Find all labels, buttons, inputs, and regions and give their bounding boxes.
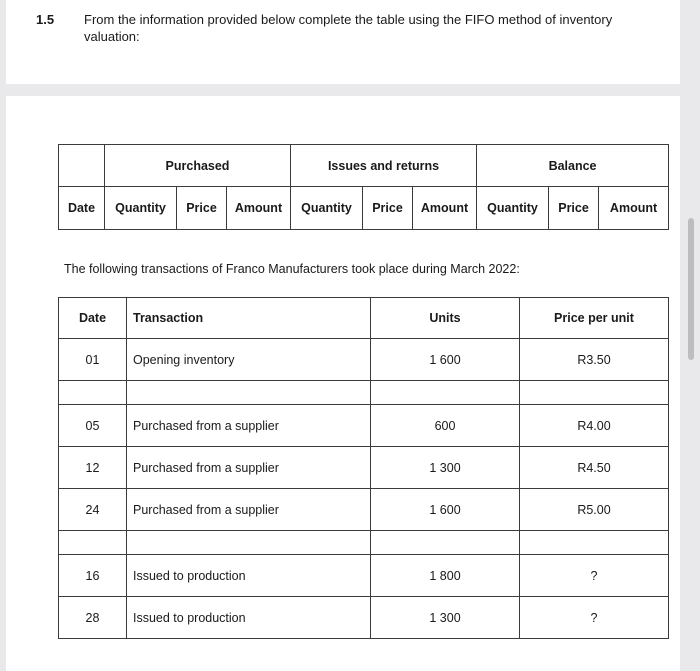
tx-units: 1 600 bbox=[371, 489, 520, 531]
tx-units: 1 300 bbox=[371, 597, 520, 639]
fifo-group-blank bbox=[59, 145, 105, 187]
question-card bbox=[6, 0, 680, 84]
fifo-col-purchased-price: Price bbox=[177, 187, 227, 230]
transactions-header-row bbox=[59, 298, 669, 339]
fifo-col-date: Date bbox=[59, 187, 105, 230]
fifo-col-issues-price: Price bbox=[363, 187, 413, 230]
tx-header-transaction: Transaction bbox=[127, 298, 371, 339]
question-text: From the information provided below complete the table using the FIFO method of inventory valuation: bbox=[84, 12, 613, 44]
vertical-scrollbar[interactable] bbox=[688, 218, 694, 360]
tx-price: R5.00 bbox=[520, 489, 669, 531]
tx-transaction: Purchased from a supplier bbox=[127, 447, 371, 489]
tx-price: ? bbox=[520, 597, 669, 639]
tx-header-price: Price per unit bbox=[520, 298, 669, 339]
transactions-intro: The following transactions of Franco Manufacturers took place during March 2022: bbox=[64, 262, 520, 276]
fifo-group-issues: Issues and returns bbox=[291, 145, 477, 187]
fifo-col-balance-quantity: Quantity bbox=[477, 187, 549, 230]
tx-price: R4.00 bbox=[520, 405, 669, 447]
tx-date: 28 bbox=[59, 597, 127, 639]
table-row-blank bbox=[59, 531, 669, 555]
tx-date: 12 bbox=[59, 447, 127, 489]
table-row bbox=[59, 597, 669, 639]
fifo-col-balance-amount: Amount bbox=[599, 187, 669, 230]
fifo-column-row bbox=[59, 187, 669, 230]
tx-units: 600 bbox=[371, 405, 520, 447]
table-row bbox=[59, 555, 669, 597]
tx-units: 1 300 bbox=[371, 447, 520, 489]
tx-date: 16 bbox=[59, 555, 127, 597]
tx-date: 24 bbox=[59, 489, 127, 531]
tx-header-date: Date bbox=[59, 298, 127, 339]
tx-price: R3.50 bbox=[520, 339, 669, 381]
tx-transaction: Purchased from a supplier bbox=[127, 405, 371, 447]
fifo-group-row bbox=[59, 145, 669, 187]
tx-units: 1 600 bbox=[371, 339, 520, 381]
tx-price: ? bbox=[520, 555, 669, 597]
tx-transaction: Issued to production bbox=[127, 597, 371, 639]
fifo-col-issues-amount: Amount bbox=[413, 187, 477, 230]
transactions-table bbox=[58, 297, 669, 639]
question-number: 1.5 bbox=[36, 12, 55, 27]
table-row bbox=[59, 489, 669, 531]
tx-header-units: Units bbox=[371, 298, 520, 339]
fifo-col-purchased-quantity: Quantity bbox=[105, 187, 177, 230]
tx-date: 05 bbox=[59, 405, 127, 447]
table-row bbox=[59, 447, 669, 489]
tx-transaction: Purchased from a supplier bbox=[127, 489, 371, 531]
tx-transaction: Opening inventory bbox=[127, 339, 371, 381]
fifo-col-balance-price: Price bbox=[549, 187, 599, 230]
fifo-group-balance: Balance bbox=[477, 145, 669, 187]
tx-transaction: Issued to production bbox=[127, 555, 371, 597]
tx-price: R4.50 bbox=[520, 447, 669, 489]
table-row-blank bbox=[59, 381, 669, 405]
fifo-col-issues-quantity: Quantity bbox=[291, 187, 363, 230]
fifo-group-purchased: Purchased bbox=[105, 145, 291, 187]
tx-date: 01 bbox=[59, 339, 127, 381]
fifo-table bbox=[58, 144, 669, 230]
table-row bbox=[59, 339, 669, 381]
fifo-col-purchased-amount: Amount bbox=[227, 187, 291, 230]
table-row bbox=[59, 405, 669, 447]
tx-units: 1 800 bbox=[371, 555, 520, 597]
